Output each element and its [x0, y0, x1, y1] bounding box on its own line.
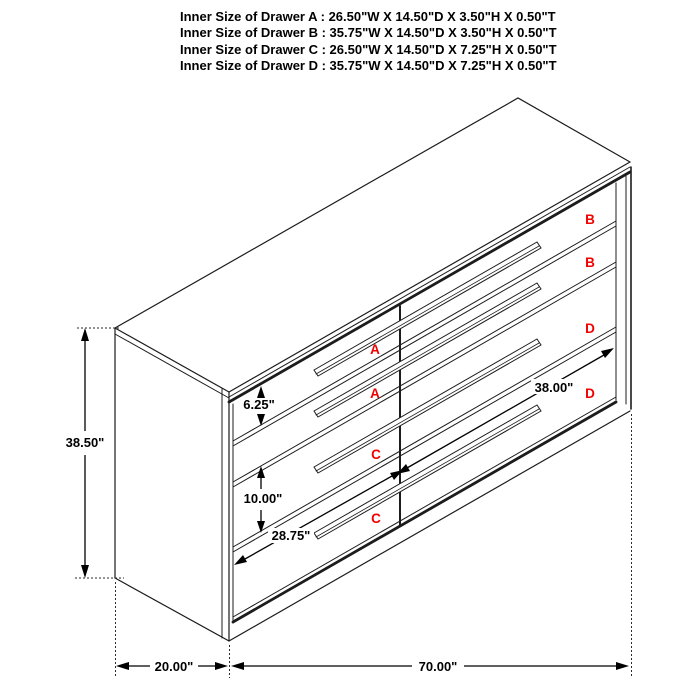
small-width-arrow-left: [234, 555, 247, 565]
overall-depth-label: 20.00": [154, 659, 194, 674]
top-back-edges: [115, 98, 630, 328]
title-line-a: Inner Size of Drawer A : 26.50"W X 14.50"D X 3.50"H X 0.50"T: [180, 9, 556, 24]
depth-arrow-left: [116, 662, 129, 670]
drawer-label-c2: C: [371, 511, 381, 526]
row2-gap-lower: [233, 267, 616, 487]
dresser-body: [115, 98, 631, 641]
height-arrow-down: [81, 565, 89, 578]
drawer-label-d1: D: [585, 321, 595, 336]
overall-width-label: 70.00": [418, 659, 458, 674]
handle-row3-groove: [316, 343, 539, 471]
large-width-dim-line: [407, 355, 604, 468]
top-left-edge: [115, 328, 229, 392]
dimension-labels: [66, 380, 574, 674]
width-arrow-right: [616, 662, 629, 670]
top-front-edge: [229, 162, 630, 392]
height-arrow-up: [81, 328, 89, 341]
title-line-d: Inner Size of Drawer D : 35.75"W X 14.50"D X 7.25"H X 0.50"T: [180, 58, 557, 74]
drawer-label-a2: A: [370, 386, 380, 401]
small-drawer-height-label: 6.25": [243, 397, 275, 412]
small-height-arrow-down: [257, 414, 265, 426]
top-front-underside: [229, 167, 630, 397]
top-left-underside: [115, 334, 229, 398]
row2-gap-upper: [233, 262, 616, 482]
large-width-arrow-right: [601, 348, 614, 358]
small-drawer-width-label: 28.75": [271, 528, 311, 543]
width-arrow-left: [231, 662, 244, 670]
depth-arrow-right: [215, 662, 228, 670]
side-bottom-edge: [115, 578, 229, 641]
row3-gap-lower: [233, 332, 616, 552]
plinth-bottom-edge: [229, 411, 630, 641]
drawer-label-c1: C: [371, 447, 381, 462]
small-width-dim-line: [245, 476, 392, 559]
top-front-shadow-edge: [229, 172, 630, 402]
drawer-label-a1: A: [370, 342, 380, 357]
row3-gap-upper: [233, 327, 616, 547]
title-line-b: Inner Size of Drawer B : 35.75"W X 14.50"D X 3.50"H X 0.50"T: [180, 25, 557, 41]
title-line-c: Inner Size of Drawer C : 26.50"W X 14.50"D X 7.25"H X 0.50"T: [180, 41, 557, 57]
large-height-arrow-down: [257, 521, 265, 533]
drawer-label-d2: D: [585, 386, 595, 401]
bottom-rail-shadow-edge: [233, 402, 616, 622]
drawer-label-b1: B: [585, 212, 595, 227]
handle-row1-groove: [316, 246, 539, 374]
row1-gap-lower: [233, 226, 616, 446]
large-drawer-height-label: 10.00": [243, 491, 283, 506]
large-width-arrow-left: [397, 464, 410, 474]
handle-row4-groove: [316, 409, 539, 537]
large-drawer-width-label: 38.00": [534, 380, 574, 395]
overall-height-label: 38.50": [65, 435, 105, 450]
bottom-rail-upper: [233, 397, 616, 617]
drawer-label-b2: B: [585, 255, 595, 270]
